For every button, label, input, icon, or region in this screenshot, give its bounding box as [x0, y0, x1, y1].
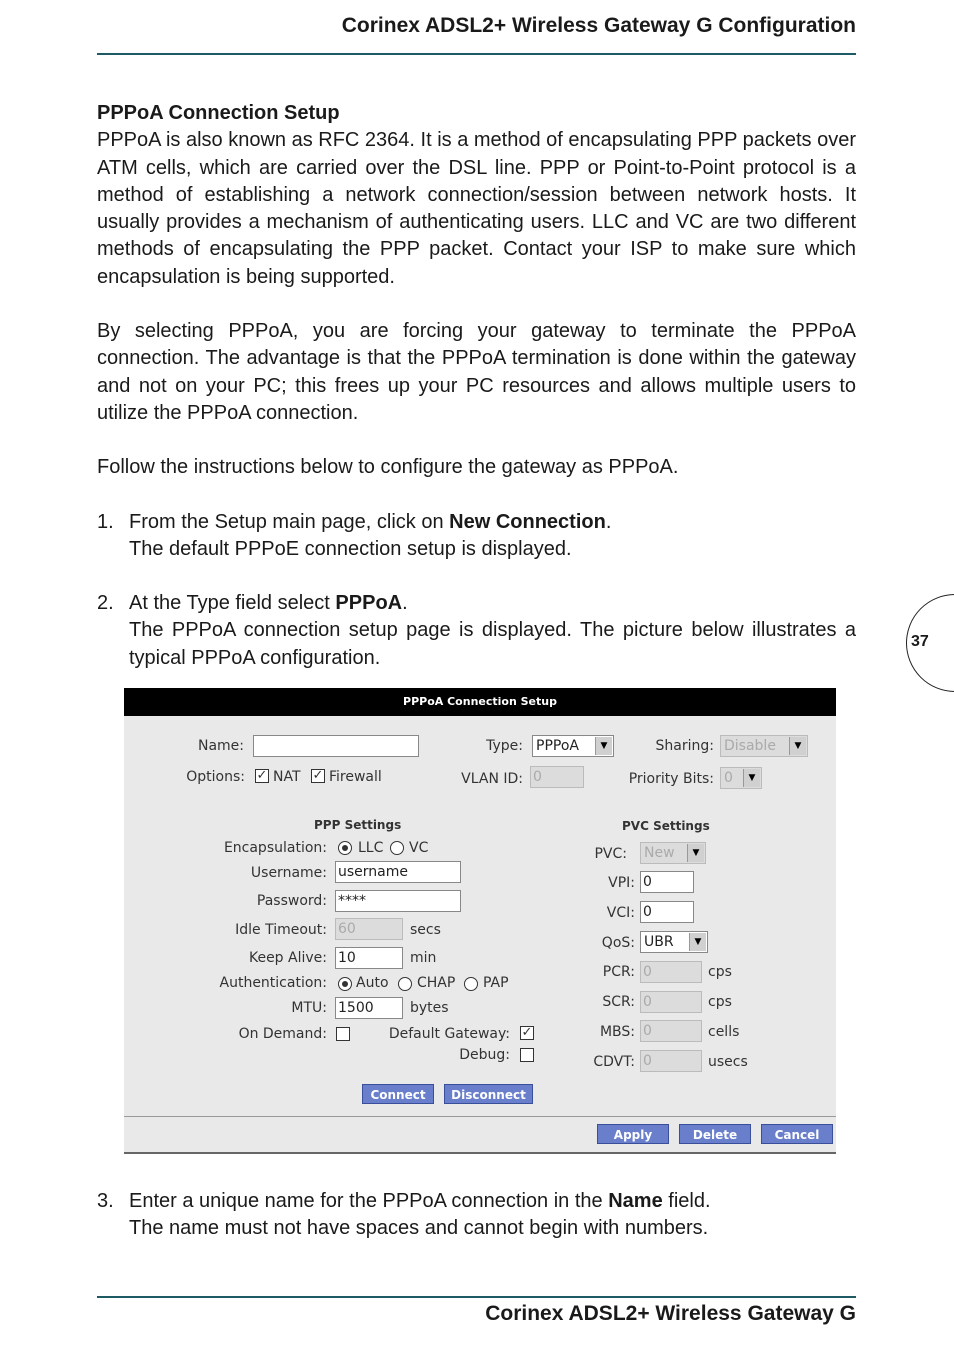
pcr-label: PCR: [602, 964, 635, 980]
chevron-down-icon: ▼ [689, 933, 706, 951]
mbs-input[interactable]: 0 [640, 1020, 702, 1042]
keep-alive-input[interactable]: 10 [335, 947, 403, 969]
delete-button[interactable]: Delete [679, 1124, 751, 1144]
qos-select[interactable]: UBR ▼ [640, 931, 708, 953]
name-input[interactable] [253, 735, 419, 757]
vlan-id-label: VLAN ID: [461, 771, 523, 787]
step-text: At the Type field select PPPoA. [129, 592, 408, 614]
on-demand-label: On Demand: [238, 1026, 327, 1042]
cdvt-unit: usecs [708, 1054, 748, 1070]
running-header: Corinex ADSL2+ Wireless Gateway G Configuration [341, 14, 856, 37]
llc-radio[interactable] [338, 841, 352, 855]
paragraph-follow: Follow the instructions below to configure the gateway as PPPoA. [97, 456, 679, 479]
auth-auto-radio[interactable] [338, 977, 352, 991]
type-select[interactable]: PPPoA ▼ [532, 735, 614, 757]
ppp-settings-heading: PPP Settings [314, 818, 402, 832]
section-1 [97, 100, 856, 482]
pcr-input[interactable]: 0 [640, 961, 702, 983]
pvc-select[interactable]: New ▼ [640, 842, 706, 864]
step-text: From the Setup main page, click on New Connection. [129, 511, 612, 533]
scr-unit: cps [708, 994, 732, 1010]
vlan-id-input[interactable]: 0 [530, 766, 584, 788]
auth-auto-label: Auto [356, 975, 389, 991]
username-input[interactable]: username [335, 861, 461, 883]
password-input[interactable]: **** [335, 890, 461, 912]
default-gateway-label: Default Gateway: [388, 1026, 510, 1042]
cdvt-label: CDVT: [593, 1054, 635, 1070]
idle-timeout-unit: secs [410, 922, 441, 938]
nat-label: NAT [273, 769, 301, 785]
connect-button[interactable]: Connect [362, 1084, 434, 1104]
username-label: Username: [250, 865, 327, 881]
mtu-label: MTU: [291, 1000, 327, 1016]
keep-alive-unit: min [410, 950, 437, 966]
pvc-label: PVC: [594, 846, 627, 862]
header-rule [97, 53, 856, 55]
type-label: Type: [486, 738, 523, 754]
llc-label: LLC [358, 840, 384, 856]
step-number: 3. [97, 1190, 114, 1212]
vc-radio[interactable] [390, 841, 404, 855]
screenshot-button-bar [124, 1116, 836, 1153]
step-2 [97, 590, 856, 672]
cancel-button[interactable]: Cancel [761, 1124, 833, 1144]
step-number: 2. [97, 592, 114, 614]
debug-checkbox[interactable] [520, 1048, 534, 1062]
paragraph-intro: PPPoA is also known as RFC 2364. It is a method of encapsulating PPP packets over ATM cells, which are carried over the DSL line. PPP or Point-to-Point protocol is a method of establishing a network connection/session between network hosts. It usually provides a mechanism of authenticating users. LLC and VC are two different methods of encapsulating the PPP packet. Contact your ISP to make sure which encapsulation is being supported. [97, 129, 856, 288]
debug-label: Debug: [459, 1047, 510, 1063]
step-subtext: The PPPoA connection setup page is displayed. The picture below illustrates a typical PPPoA configuration. [129, 619, 856, 669]
pcr-unit: cps [708, 964, 732, 980]
footer-rule [97, 1296, 856, 1298]
chevron-down-icon: ▼ [595, 737, 612, 755]
screenshot-title: PPPoA Connection Setup [124, 688, 836, 716]
apply-button[interactable]: Apply [597, 1124, 669, 1144]
auth-pap-radio[interactable] [464, 977, 478, 991]
firewall-label: Firewall [329, 769, 382, 785]
page-number: 37 [911, 633, 929, 650]
firewall-checkbox[interactable]: ✓ [312, 768, 324, 783]
sharing-label: Sharing: [655, 738, 714, 754]
cdvt-input[interactable]: 0 [640, 1050, 702, 1072]
disconnect-button[interactable]: Disconnect [444, 1084, 533, 1104]
on-demand-checkbox[interactable] [336, 1027, 350, 1041]
vci-label: VCI: [606, 905, 635, 921]
section-heading: PPPoA Connection Setup [97, 102, 340, 124]
auth-pap-label: PAP [483, 975, 509, 991]
idle-timeout-input[interactable]: 60 [335, 918, 403, 940]
password-label: Password: [256, 893, 327, 909]
options-label: Options: [186, 769, 245, 785]
page-number-tab [906, 594, 954, 692]
scr-input[interactable]: 0 [640, 991, 702, 1013]
step-3 [97, 1188, 856, 1243]
auth-chap-radio[interactable] [398, 977, 412, 991]
step-number: 1. [97, 511, 114, 533]
mbs-unit: cells [708, 1024, 740, 1040]
scr-label: SCR: [602, 994, 635, 1010]
name-label: Name: [197, 738, 244, 754]
idle-timeout-label: Idle Timeout: [235, 922, 327, 938]
pppoa-setup-screenshot [124, 688, 836, 1154]
sharing-select[interactable]: Disable ▼ [720, 735, 808, 757]
step-subtext: The name must not have spaces and cannot begin with numbers. [129, 1217, 709, 1240]
qos-label: QoS: [601, 935, 635, 951]
chevron-down-icon: ▼ [743, 769, 760, 787]
priority-bits-label: Priority Bits: [628, 771, 714, 787]
priority-bits-select[interactable]: 0 ▼ [720, 767, 762, 789]
pvc-settings-heading: PVC Settings [622, 819, 710, 833]
authentication-label: Authentication: [219, 975, 327, 991]
mtu-unit: bytes [410, 1000, 449, 1016]
step-text: Enter a unique name for the PPPoA connection in the Name field. [129, 1190, 711, 1212]
step-1 [97, 509, 856, 564]
step-subtext: The default PPPoE connection setup is displayed. [129, 538, 572, 561]
default-gateway-checkbox[interactable]: ✓ [521, 1025, 533, 1040]
vci-input[interactable]: 0 [640, 901, 694, 923]
keep-alive-label: Keep Alive: [248, 950, 327, 966]
encapsulation-label: Encapsulation: [223, 840, 327, 856]
auth-chap-label: CHAP [417, 975, 456, 991]
paragraph-advantage: By selecting PPPoA, you are forcing your gateway to terminate the PPPoA connection. The advantage is that the PPPoA termination is done within the gateway and not on your PC; this frees up your PC resources and allows multiple users to utilize the PPPoA connection. [97, 320, 856, 424]
vc-label: VC [409, 840, 429, 856]
chevron-down-icon: ▼ [687, 844, 704, 862]
running-footer: Corinex ADSL2+ Wireless Gateway G [485, 1302, 856, 1325]
nat-checkbox[interactable]: ✓ [256, 768, 268, 783]
mtu-input[interactable]: 1500 [335, 997, 403, 1019]
mbs-label: MBS: [599, 1024, 635, 1040]
vpi-label: VPI: [608, 875, 635, 891]
chevron-down-icon: ▼ [789, 737, 806, 755]
vpi-input[interactable]: 0 [640, 871, 694, 893]
